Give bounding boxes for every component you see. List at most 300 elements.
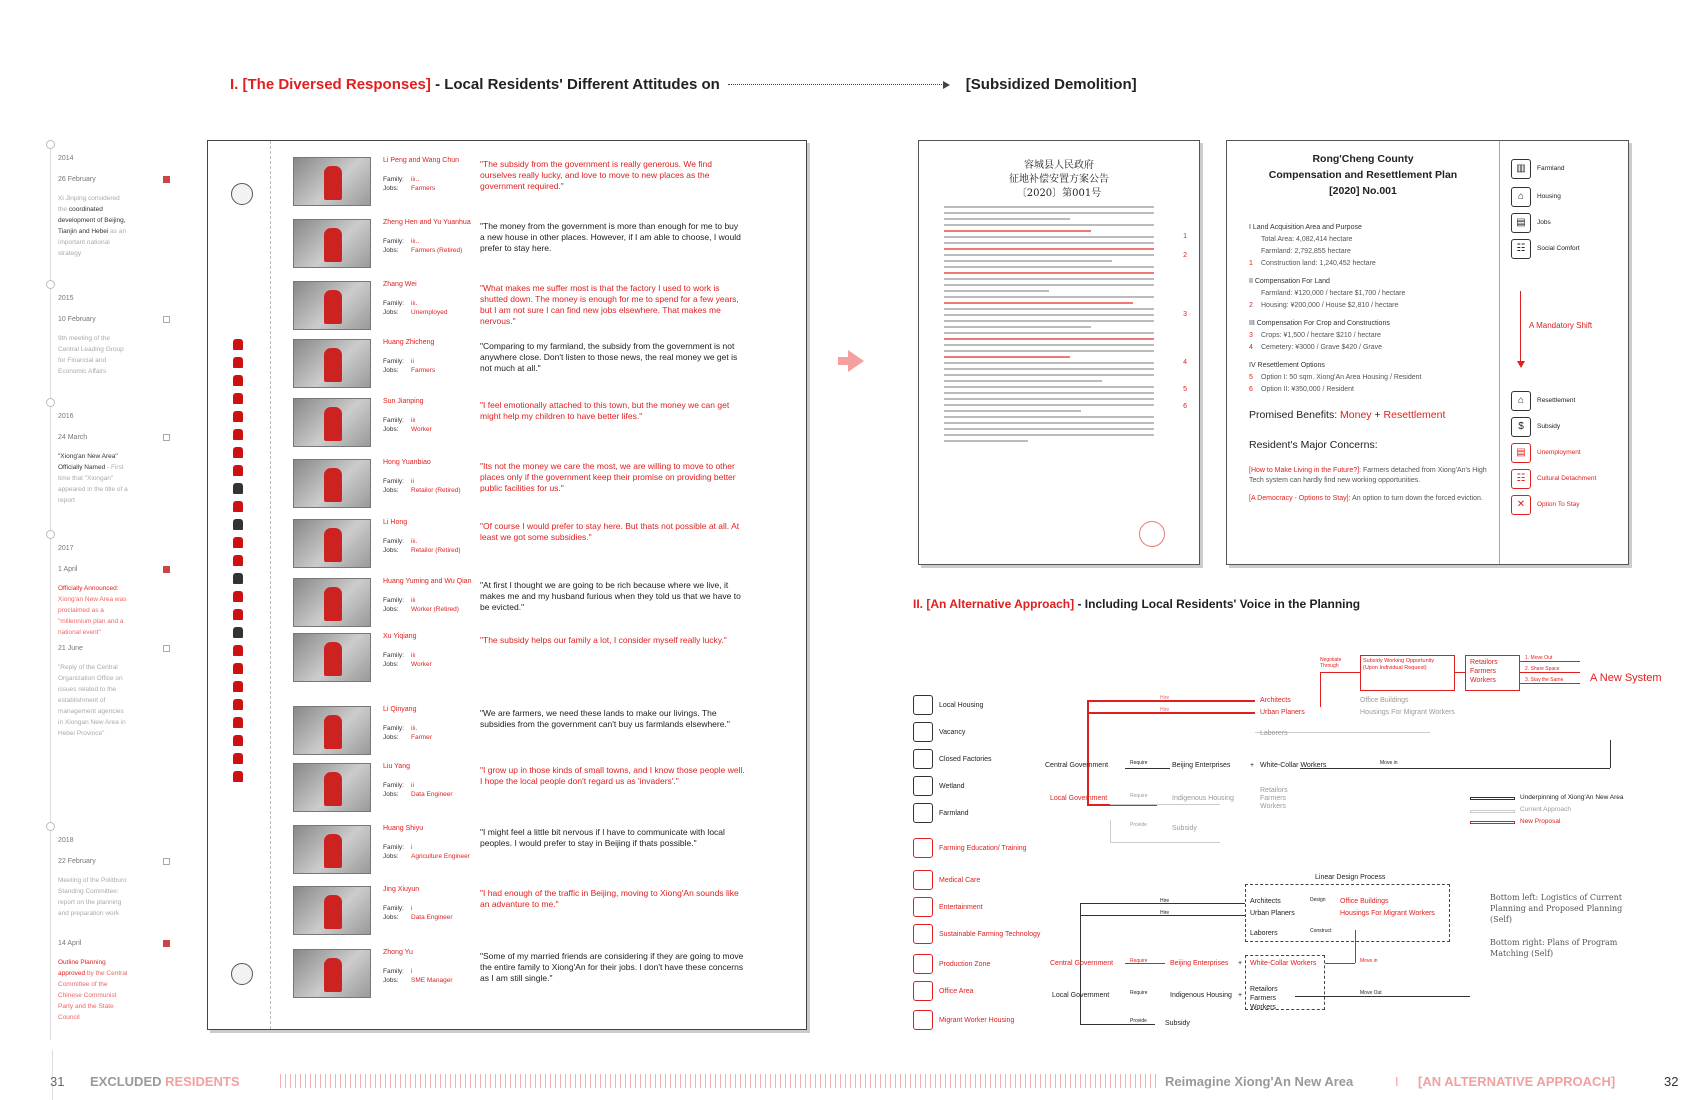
hire-label: Hire <box>1160 910 1170 916</box>
resident-figure-icon <box>324 834 342 868</box>
resident-info <box>383 596 493 614</box>
footer-section-right: [AN ALTERNATIVE APPROACH] <box>1418 1074 1616 1089</box>
legend-item <box>913 924 1040 944</box>
concern-1-text: Farmers detached from Xiong'An's High Tech system can hardly find new working opportunities. <box>1249 467 1487 484</box>
resident-quote: "Its not the money we care the most, we are willing to move to other places only if the government keep their promise on providing better public facilities for us." <box>480 461 736 493</box>
timeline-entry <box>46 822 176 919</box>
concern-2-text: An option to turn down the forced eviction. <box>1350 495 1483 502</box>
rfw-line: Workers <box>1250 1004 1276 1011</box>
person-icon <box>233 627 243 638</box>
legend-label: Medical Care <box>939 876 981 884</box>
plan-num: 1 <box>1249 260 1253 267</box>
job-value: Unemployed <box>411 309 448 316</box>
section-heading-1 <box>230 76 1137 93</box>
timeline-year: 2018 <box>58 837 74 844</box>
entertainment-icon <box>913 897 933 917</box>
require-label: Require <box>1130 760 1148 766</box>
family-count: iiı.. <box>411 176 420 183</box>
plan-item-text: Housing: ¥200,000 / House $2,810 / hectare <box>1261 302 1399 309</box>
flow-line <box>1087 712 1255 714</box>
resident-info <box>383 357 493 375</box>
jobs-label: Jobs: <box>383 914 399 921</box>
architects-node: Architects <box>1260 697 1291 704</box>
person-icon <box>233 717 243 728</box>
resident-row <box>293 219 803 275</box>
production-zone-icon <box>913 954 933 974</box>
family-count: ii <box>411 358 414 365</box>
resident-name: Zhang Wei <box>383 281 417 288</box>
resident-figure-icon <box>324 166 342 200</box>
page-number-right: 32 <box>1664 1074 1679 1089</box>
resident-figure-icon <box>324 587 342 621</box>
timeline-text-a: Xi Jinping considered the <box>58 195 120 213</box>
flow-line <box>1295 996 1470 997</box>
resident-photo <box>293 339 371 388</box>
heading-1-part2: - Local Residents' Different Attitudes on <box>430 76 720 93</box>
heading-1-part1: I. [The Diversed Responses] <box>230 76 431 93</box>
office-area-icon <box>913 981 933 1001</box>
provide-label: Provide <box>1130 1018 1147 1024</box>
resident-name: Huang Yuming and Wu Qian <box>383 578 472 585</box>
negotiate-label: Negotiate Through <box>1320 657 1342 669</box>
plan-num: 3 <box>1249 332 1253 339</box>
family-label: Family: <box>383 968 404 975</box>
farming-technology-icon <box>913 924 933 944</box>
legend-underpinning-line <box>1470 797 1515 800</box>
timeline-text-a: Meeting of the Politburo Standing Committee: report on the planning and preparation work <box>58 877 127 917</box>
document-title-line2: 征地补偿安置方案公告 <box>1009 174 1109 185</box>
marker-icon <box>163 940 170 947</box>
icon-label: Subsidy <box>1537 423 1561 430</box>
person-icon <box>233 555 243 566</box>
person-icon <box>233 573 243 584</box>
family-label: Family: <box>383 652 404 659</box>
icon-label: Option To Stay <box>1537 501 1580 508</box>
hire-label: Hire <box>1160 707 1170 713</box>
family-label: Family: <box>383 238 404 245</box>
family-label: Family: <box>383 478 404 485</box>
rfw-line: Retailors <box>1250 986 1278 993</box>
person-icon <box>233 429 243 440</box>
timeline-date-label: 14 April <box>58 940 82 947</box>
timeline-dot-icon <box>46 530 55 539</box>
resident-photo <box>293 459 371 508</box>
resident-photo <box>293 949 371 998</box>
indigenous-housing-node: Indigenous Housing <box>1170 992 1232 999</box>
resident-row <box>293 825 803 881</box>
option-to-stay-icon: ✕ <box>1511 495 1531 515</box>
family-count: i <box>411 905 413 912</box>
planners-node: Urban Planers <box>1260 709 1305 716</box>
footer-divider-mark: I <box>1395 1074 1399 1089</box>
job-value: Farmers <box>411 185 436 192</box>
factory-icon <box>913 749 933 769</box>
rfw-line: Farmers <box>1470 668 1497 675</box>
plan-item <box>1249 288 1489 300</box>
option-move-out: 1. Move Out <box>1525 655 1553 661</box>
flow-line <box>1325 963 1355 964</box>
footer-title-left <box>90 1074 240 1089</box>
family-count: iiı. <box>411 538 418 545</box>
icon-label: Farmland <box>1537 165 1565 172</box>
plan-divider <box>1499 141 1500 564</box>
flow-line <box>1110 820 1111 842</box>
plan-section: IV Resettlement Options <box>1249 362 1325 369</box>
legend-label: Wetland <box>939 782 965 790</box>
resident-figure-icon <box>324 290 342 324</box>
resident-photo <box>293 763 371 812</box>
planners-node: Urban Planers <box>1250 910 1295 917</box>
document-mark: 2 <box>1183 252 1187 259</box>
family-label: Family: <box>383 844 404 851</box>
resident-photo <box>293 281 371 330</box>
resident-row <box>293 949 803 1005</box>
timeline-dot-icon <box>46 398 55 407</box>
resident-quote: "The subsidy from the government is really generous. We find ourselves really lucky, and love to move to new places as the government required." <box>480 159 712 191</box>
plan-item <box>1249 234 1489 246</box>
timeline-date <box>58 566 176 573</box>
plan-item-text: Construction land: 1,240,452 hectare <box>1261 260 1376 267</box>
resident-photo <box>293 633 371 682</box>
flow-line <box>1110 804 1220 805</box>
resident-figure-icon <box>324 715 342 749</box>
resident-name: Huang Shiyu <box>383 825 424 832</box>
jobs-label: Jobs: <box>383 853 399 860</box>
flow-line <box>1455 672 1465 673</box>
person-icon <box>233 591 243 602</box>
legend-item <box>913 954 990 974</box>
resident-photo <box>293 219 371 268</box>
resident-figure-icon <box>324 895 342 929</box>
legend-item <box>913 722 965 742</box>
plan-title-line3: [2020] No.001 <box>1329 185 1397 197</box>
plan-item <box>1249 342 1489 354</box>
social-comfort-icon: ☷ <box>1511 239 1531 259</box>
heading-1-part3: [Subsidized Demolition] <box>965 76 1137 93</box>
document-title-line1: 容城县人民政府 <box>1024 160 1094 171</box>
legend-item <box>913 870 980 890</box>
resident-info <box>383 416 493 434</box>
vacancy-icon <box>913 722 933 742</box>
resident-row <box>293 886 803 942</box>
option-share-space: 2. Share Space <box>1525 666 1560 672</box>
legend-item <box>913 981 974 1001</box>
white-collar-node: White-Collar Workers <box>1260 762 1327 769</box>
flow-line <box>1520 672 1580 673</box>
dotted-arrow-icon <box>728 84 948 85</box>
jobs-label: Jobs: <box>383 661 399 668</box>
resident-quote: "Comparing to my farmland, the subsidy from the government is not anywhere close. Don't listen to those news, the real money we get is not much at all." <box>480 341 738 373</box>
person-icon <box>233 609 243 620</box>
timeline-text <box>58 875 128 919</box>
person-icon <box>233 393 243 404</box>
resident-row <box>293 633 803 689</box>
document-mark: 3 <box>1183 311 1187 318</box>
job-value: Data Engineer <box>411 914 453 921</box>
jobs-label: Jobs: <box>383 606 399 613</box>
wetland-icon <box>913 776 933 796</box>
timeline-dot-icon <box>46 822 55 831</box>
legend-label: Local Housing <box>939 701 984 709</box>
timeline-text-highlight: Outline Planning approved <box>58 959 106 977</box>
icon-label: Jobs <box>1537 219 1551 226</box>
jobs-label: Jobs: <box>383 487 399 494</box>
jobs-label: Jobs: <box>383 367 399 374</box>
resident-name: Zhong Yu <box>383 949 413 956</box>
legend-item <box>913 1010 1014 1030</box>
resident-quote: "The subsidy helps our family a lot, I consider myself really lucky." <box>480 635 727 645</box>
marker-icon <box>163 566 170 573</box>
rfw-line: Farmers <box>1260 795 1287 802</box>
flow-line <box>1125 768 1170 769</box>
timeline-entry <box>46 398 176 506</box>
rfw-line: Farmers <box>1250 995 1277 1002</box>
rfw-line: Workers <box>1470 677 1496 684</box>
timeline-year: 2016 <box>58 413 74 420</box>
binder-hole-icon <box>231 183 253 205</box>
resident-photo <box>293 157 371 206</box>
plan-item-text: Farmland: ¥120,000 / hectare $1,700 / hectare <box>1261 290 1406 297</box>
plan-item <box>1249 258 1489 270</box>
resident-name: Li Hong <box>383 519 408 526</box>
hire-label: Hire <box>1160 898 1170 904</box>
cultural-detachment-icon: ☷ <box>1511 469 1531 489</box>
legend-label: Sustainable Farming Technology <box>939 930 1041 938</box>
timeline-text-highlight: "Xiong'an New Area" Officially Named <box>58 453 118 471</box>
jobs-label: Jobs: <box>383 426 399 433</box>
family-label: Family: <box>383 597 404 604</box>
timeline-date <box>58 176 176 183</box>
timeline-text-b: by the Central Committee of the Chinese Communist Party and the State Council <box>58 970 128 1021</box>
timeline-date-label: 26 February <box>58 176 96 183</box>
legend-label: Farming Education/ Training <box>939 844 1027 852</box>
concerns-heading: Resident's Major Concerns: <box>1249 439 1378 451</box>
flow-line <box>1320 672 1321 707</box>
resettlement-icon: ⌂ <box>1511 391 1531 411</box>
resident-row <box>293 339 803 395</box>
plan-title-line2: Compensation and Resettlement Plan <box>1268 169 1458 181</box>
plan-item <box>1249 300 1489 312</box>
jobs-icon: ▤ <box>1511 213 1531 233</box>
plan-item <box>1249 372 1489 384</box>
resident-row <box>293 398 803 454</box>
move-in-label: Move in <box>1360 958 1378 964</box>
person-icon <box>233 537 243 548</box>
icon-label: Social Comfort <box>1537 245 1580 252</box>
caption-1: Bottom left: Logistics of Current Planning and Proposed Planning (Self) <box>1490 893 1623 924</box>
flow-line <box>1320 672 1360 673</box>
resident-quote: "I grow up in those kinds of small towns, and I know those people well. I hope the local people don't regard us as 'invaders'." <box>480 765 745 786</box>
family-label: Family: <box>383 300 404 307</box>
resident-photo <box>293 398 371 447</box>
resident-quote: "I feel emotionally attached to this town, but the money we can get might help my children to have better lifes." <box>480 400 730 421</box>
plan-item-text: Farmland: 2,792,855 hectare <box>1261 248 1351 255</box>
move-out-label: Move Out <box>1360 990 1382 996</box>
resident-info <box>383 299 493 317</box>
government-document-image <box>918 140 1200 565</box>
legend-item <box>913 897 983 917</box>
housing-icon: ⌂ <box>1511 187 1531 207</box>
resident-quote: "What makes me suffer most is that the factory I used to work is shutted down. The money is enough for me to spend for a few years, but I am not sure I can find new jobs elsewhere. That makes me nervous." <box>480 283 739 326</box>
timeline-year: 2014 <box>58 155 74 162</box>
flow-line <box>1087 700 1089 806</box>
concern-1 <box>1249 466 1489 486</box>
plan-item-text: Cemetery: ¥3000 / Grave $420 / Grave <box>1261 344 1383 351</box>
timeline-year: 2015 <box>58 295 74 302</box>
flow-line <box>1300 768 1610 769</box>
timeline-date <box>58 434 176 441</box>
resident-name: Sun Jianping <box>383 398 424 405</box>
flow-line <box>1087 700 1255 702</box>
flow-line <box>1080 1024 1155 1025</box>
people-figures <box>230 339 250 789</box>
person-icon <box>233 681 243 692</box>
plan-section: II Compensation For Land <box>1249 278 1330 285</box>
mandatory-shift-label: A Mandatory Shift <box>1529 321 1593 330</box>
timeline-text-a: "Reply of the Central Organization Office on issues related to the establishment of management agencies in Xiongan New Area in Hebei Province" <box>58 664 126 737</box>
marker-icon <box>163 176 170 183</box>
timeline-date-label: 21 June <box>58 645 83 652</box>
footer-title-b: RESIDENTS <box>165 1074 240 1089</box>
family-label: Family: <box>383 725 404 732</box>
marker-icon <box>163 434 170 441</box>
family-label: Family: <box>383 358 404 365</box>
plan-item-text: Option I: 50 sqm. Xiong'An Area Housing / Resident <box>1261 374 1422 381</box>
icon-label: Unemployment <box>1537 449 1581 456</box>
job-value: Farmers <box>411 367 436 374</box>
job-value: Worker (Retired) <box>411 606 459 613</box>
job-value: Farmers (Retired) <box>411 247 463 254</box>
legend-label: Farmland <box>939 809 969 817</box>
resident-row <box>293 459 803 515</box>
require-label: Require <box>1130 958 1148 964</box>
jobs-label: Jobs: <box>383 977 399 984</box>
design-label: Design <box>1310 897 1326 903</box>
flow-line <box>1110 842 1220 843</box>
flow-line <box>1520 683 1580 684</box>
legend-label: Production Zone <box>939 960 991 968</box>
laborers-node: Laborers <box>1250 930 1278 937</box>
plan-title-line1: Rong'Cheng County <box>1312 153 1414 165</box>
resident-quote: "I might feel a little bit nervous if I have to communicate with local peoples. I would prefer to stay in Beijing if thats possible." <box>480 827 725 848</box>
legend-underpinning: Underpinning of Xiong'An New Area <box>1520 794 1624 801</box>
concern-2-title: [A Democracy - Options to Stay]: <box>1249 495 1351 502</box>
binder-hole-icon <box>231 963 253 985</box>
resident-info <box>383 651 493 669</box>
resident-info <box>383 537 493 555</box>
timeline-text <box>58 451 128 506</box>
timeline-text <box>58 333 128 377</box>
resident-figure-icon <box>324 642 342 676</box>
medical-care-icon <box>913 870 933 890</box>
migrant-housing-icon <box>913 1010 933 1030</box>
family-count: i <box>411 844 413 851</box>
plus-sign: + <box>1250 762 1255 769</box>
resident-info <box>383 175 493 193</box>
local-government-node: Local Government <box>1050 795 1108 802</box>
office-node: Office Buildings <box>1340 898 1389 905</box>
resident-row <box>293 519 803 575</box>
document-mark: 4 <box>1183 359 1187 366</box>
jobs-label: Jobs: <box>383 734 399 741</box>
housing-node: Housings For Migrant Workers <box>1340 910 1435 917</box>
legend-label: Entertainment <box>939 903 983 911</box>
person-icon <box>233 465 243 476</box>
person-icon <box>233 357 243 368</box>
legend-current-line <box>1470 810 1515 813</box>
perforation-line <box>270 141 271 1029</box>
timeline-text <box>58 662 128 739</box>
plan-num: 4 <box>1249 344 1253 351</box>
resident-photo <box>293 886 371 935</box>
resident-figure-icon <box>324 407 342 441</box>
resident-quote: "I had enough of the traffic in Beijing, moving to Xiong'An sounds like an advanture to me." <box>480 888 739 909</box>
resident-info <box>383 477 493 495</box>
timeline-text <box>58 957 128 1023</box>
jobs-label: Jobs: <box>383 309 399 316</box>
flow-line <box>1520 661 1580 662</box>
subsidy-box-label: Subsidy Working Opportunity (Upon Individual Request) <box>1363 658 1435 671</box>
family-count: ii <box>411 782 414 789</box>
family-count: iiı <box>411 652 416 659</box>
timeline-entry <box>46 940 176 1023</box>
plan-title <box>1227 151 1499 199</box>
legend-label: Migrant Worker Housing <box>939 1016 1015 1024</box>
option-stay-same: 3. Stay the Same <box>1525 677 1564 683</box>
legend-item <box>913 838 1027 858</box>
resident-quote: "Some of my married friends are considering if they are going to move the entire family to Xiong'An for their jobs. I don't have these concerns as I am still single." <box>480 951 744 983</box>
family-count: iiı.. <box>411 238 420 245</box>
resident-figure-icon <box>324 348 342 382</box>
seal-stamp-icon <box>1139 521 1165 547</box>
plan-num: 2 <box>1249 302 1253 309</box>
linear-process-title: Linear Design Process <box>1315 874 1386 881</box>
footer-pattern-bar <box>280 1074 1160 1088</box>
resident-row <box>293 578 803 634</box>
legend-label: Office Area <box>939 987 974 995</box>
document-title-line3: 〔2020〕第001号 <box>1016 188 1102 199</box>
white-collar-node: White-Collar Workers <box>1250 960 1317 967</box>
legend-item <box>913 803 969 823</box>
document-title <box>919 159 1199 201</box>
icon-label: Housing <box>1537 193 1561 200</box>
indigenous-housing-node: Indigenous Housing <box>1172 795 1234 802</box>
footer-title-a: EXCLUDED <box>90 1074 166 1089</box>
promised-plus: + <box>1371 409 1384 421</box>
legend-new: New Proposal <box>1520 818 1561 825</box>
timeline-text <box>58 583 128 638</box>
subsidy-icon: $ <box>1511 417 1531 437</box>
document-mark: 6 <box>1183 403 1187 410</box>
timeline-date <box>58 940 176 947</box>
resident-row <box>293 706 803 762</box>
page-number-left: 31 <box>50 1074 65 1089</box>
timeline-date <box>58 645 176 652</box>
unemployment-icon: ▤ <box>1511 443 1531 463</box>
plus-sign: + <box>1238 992 1243 999</box>
jobs-label: Jobs: <box>383 247 399 254</box>
resident-row <box>293 763 803 819</box>
housing-node: Housings For Migrant Workers <box>1360 709 1455 716</box>
timeline-date-label: 10 February <box>58 316 96 323</box>
person-icon <box>233 645 243 656</box>
beijing-enterprises-node: Beijing Enterprises <box>1170 960 1229 967</box>
concern-1-title: [How to Make Living in the Future?]: <box>1249 467 1362 474</box>
timeline-entry <box>46 140 176 259</box>
resident-photo <box>293 706 371 755</box>
timeline-entry <box>46 280 176 377</box>
icon-label: Cultural Detachment <box>1537 475 1597 482</box>
